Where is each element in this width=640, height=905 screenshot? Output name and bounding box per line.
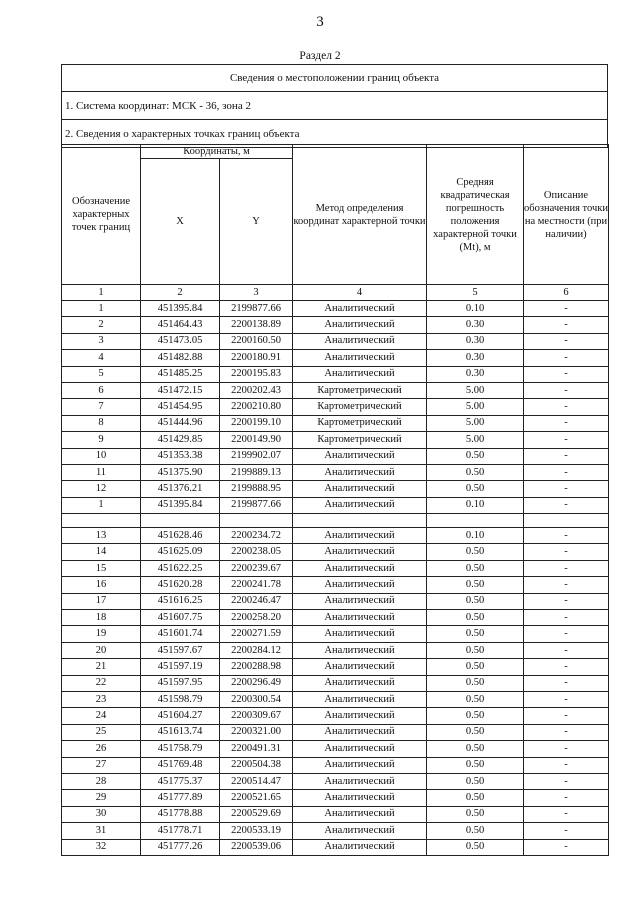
points-caption: 2. Сведения о характерных точках границ объекта (62, 120, 608, 148)
coord-x: 451485.25 (141, 366, 220, 382)
mean-error: 5.00 (427, 415, 524, 431)
method: Аналитический (293, 544, 427, 560)
point-id: 11 (62, 464, 141, 480)
coord-x: 451607.75 (141, 610, 220, 626)
point-id: 5 (62, 366, 141, 382)
table-row (62, 773, 609, 789)
table-row (62, 560, 609, 576)
method: Аналитический (293, 560, 427, 576)
method: Аналитический (293, 366, 427, 382)
coord-y: 2199889.13 (220, 464, 293, 480)
description: - (524, 560, 609, 576)
header-error: Средняя квадратическая погрешность положения характерной точки (Mt), м (427, 145, 524, 285)
coord-y: 2200521.65 (220, 790, 293, 806)
description: - (524, 301, 609, 317)
mean-error: 0.50 (427, 659, 524, 675)
table-row (62, 464, 609, 480)
method: Аналитический (293, 497, 427, 513)
description: - (524, 675, 609, 691)
description: - (524, 708, 609, 724)
description: - (524, 806, 609, 822)
column-number: 4 (293, 285, 427, 301)
table-row (62, 806, 609, 822)
coord-y: 2200210.80 (220, 399, 293, 415)
method: Аналитический (293, 626, 427, 642)
point-id: 31 (62, 823, 141, 839)
coord-x: 451597.67 (141, 642, 220, 658)
point-id: 6 (62, 382, 141, 398)
method: Аналитический (293, 528, 427, 544)
method: Аналитический (293, 708, 427, 724)
point-id: 9 (62, 432, 141, 448)
coord-y: 2200288.98 (220, 659, 293, 675)
coord-x: 451758.79 (141, 741, 220, 757)
table-row (62, 757, 609, 773)
mean-error: 0.50 (427, 741, 524, 757)
table-row (62, 366, 609, 382)
mean-error: 0.50 (427, 626, 524, 642)
mean-error: 0.50 (427, 464, 524, 480)
point-id: 14 (62, 544, 141, 560)
mean-error: 0.50 (427, 481, 524, 497)
header-coords: Координаты, м (141, 145, 293, 159)
method: Аналитический (293, 724, 427, 740)
coord-system-line: 1. Система координат: МСК - 36, зона 2 (62, 92, 608, 120)
coord-y: 2199888.95 (220, 481, 293, 497)
header-method: Метод определения координат характерной точки (293, 145, 427, 285)
table-row (62, 642, 609, 658)
point-id: 1 (62, 301, 141, 317)
table-row (62, 724, 609, 740)
coord-y: 2199877.66 (220, 301, 293, 317)
coord-y: 2200533.19 (220, 823, 293, 839)
coord-y: 2200258.20 (220, 610, 293, 626)
page-number: 3 (316, 14, 324, 30)
description: - (524, 790, 609, 806)
header-description: Описание обозначения точки на местности (при наличии) (524, 145, 609, 285)
coord-x: 451395.84 (141, 301, 220, 317)
description: - (524, 757, 609, 773)
method: Картометрический (293, 399, 427, 415)
description: - (524, 823, 609, 839)
description: - (524, 497, 609, 513)
mean-error: 0.10 (427, 497, 524, 513)
mean-error: 0.50 (427, 448, 524, 464)
coord-x: 451353.38 (141, 448, 220, 464)
mean-error: 0.50 (427, 577, 524, 593)
description: - (524, 333, 609, 349)
mean-error: 0.50 (427, 544, 524, 560)
description: - (524, 642, 609, 658)
coord-x: 451444.96 (141, 415, 220, 431)
method: Аналитический (293, 610, 427, 626)
coord-y: 2200180.91 (220, 350, 293, 366)
coord-y: 2199902.07 (220, 448, 293, 464)
mean-error: 0.50 (427, 839, 524, 855)
point-id: 7 (62, 399, 141, 415)
point-id: 27 (62, 757, 141, 773)
coord-x: 451395.84 (141, 497, 220, 513)
method: Аналитический (293, 577, 427, 593)
mean-error: 0.50 (427, 560, 524, 576)
description: - (524, 741, 609, 757)
coord-x: 451616.25 (141, 593, 220, 609)
description: - (524, 317, 609, 333)
table-row (62, 610, 609, 626)
table-row (62, 399, 609, 415)
coord-y: 2200238.05 (220, 544, 293, 560)
description: - (524, 432, 609, 448)
column-number: 3 (220, 285, 293, 301)
table-row (62, 675, 609, 691)
points-table (61, 144, 609, 856)
mean-error: 5.00 (427, 382, 524, 398)
description: - (524, 593, 609, 609)
coord-y: 2200284.12 (220, 642, 293, 658)
table-row-separator (62, 514, 609, 528)
mean-error: 5.00 (427, 399, 524, 415)
description: - (524, 610, 609, 626)
method: Аналитический (293, 806, 427, 822)
coord-x: 451472.15 (141, 382, 220, 398)
point-id: 3 (62, 333, 141, 349)
coord-y: 2200195.83 (220, 366, 293, 382)
coord-y (220, 514, 293, 528)
coord-y: 2200271.59 (220, 626, 293, 642)
point-id: 4 (62, 350, 141, 366)
description: - (524, 691, 609, 707)
object-title: Сведения о местоположении границ объекта (62, 65, 608, 92)
coord-y: 2199877.66 (220, 497, 293, 513)
point-id: 19 (62, 626, 141, 642)
description: - (524, 659, 609, 675)
coord-y: 2200246.47 (220, 593, 293, 609)
mean-error: 0.50 (427, 675, 524, 691)
table-row (62, 301, 609, 317)
mean-error: 0.50 (427, 823, 524, 839)
description: - (524, 528, 609, 544)
method: Аналитический (293, 350, 427, 366)
mean-error: 5.00 (427, 432, 524, 448)
mean-error: 0.50 (427, 642, 524, 658)
table-row (62, 708, 609, 724)
table-row (62, 497, 609, 513)
coord-y: 2200321.00 (220, 724, 293, 740)
coord-y: 2200239.67 (220, 560, 293, 576)
coord-x: 451464.43 (141, 317, 220, 333)
coord-x: 451625.09 (141, 544, 220, 560)
table-row (62, 544, 609, 560)
coord-y: 2200296.49 (220, 675, 293, 691)
method: Аналитический (293, 823, 427, 839)
method: Аналитический (293, 675, 427, 691)
point-id: 32 (62, 839, 141, 855)
coord-x: 451601.74 (141, 626, 220, 642)
table-row (62, 350, 609, 366)
method: Аналитический (293, 790, 427, 806)
method: Аналитический (293, 593, 427, 609)
column-number: 2 (141, 285, 220, 301)
coord-x: 451769.48 (141, 757, 220, 773)
method: Аналитический (293, 773, 427, 789)
coord-x: 451429.85 (141, 432, 220, 448)
description: - (524, 464, 609, 480)
coord-y: 2200504.38 (220, 757, 293, 773)
description: - (524, 626, 609, 642)
table-row (62, 481, 609, 497)
method: Картометрический (293, 415, 427, 431)
table-row (62, 741, 609, 757)
description: - (524, 415, 609, 431)
table-row (62, 626, 609, 642)
coord-x: 451778.71 (141, 823, 220, 839)
coord-x: 451777.26 (141, 839, 220, 855)
coord-x: 451597.19 (141, 659, 220, 675)
mean-error: 0.30 (427, 317, 524, 333)
section-title: Раздел 2 (299, 50, 341, 62)
coord-y: 2200309.67 (220, 708, 293, 724)
section-frame (61, 64, 608, 148)
point-id: 20 (62, 642, 141, 658)
mean-error: 0.50 (427, 724, 524, 740)
table-row (62, 823, 609, 839)
coord-y: 2200202.43 (220, 382, 293, 398)
point-id (62, 514, 141, 528)
point-id: 30 (62, 806, 141, 822)
point-id: 16 (62, 577, 141, 593)
method: Аналитический (293, 659, 427, 675)
coord-x: 451622.25 (141, 560, 220, 576)
point-id: 29 (62, 790, 141, 806)
column-number: 5 (427, 285, 524, 301)
point-id: 12 (62, 481, 141, 497)
column-number-row (62, 285, 609, 301)
coord-x: 451376.21 (141, 481, 220, 497)
header-point: Обозначение характерных точек границ (62, 145, 141, 285)
method (293, 514, 427, 528)
method: Аналитический (293, 642, 427, 658)
point-id: 8 (62, 415, 141, 431)
coord-x: 451454.95 (141, 399, 220, 415)
coord-y: 2200234.72 (220, 528, 293, 544)
coord-y: 2200199.10 (220, 415, 293, 431)
mean-error: 0.50 (427, 757, 524, 773)
description: - (524, 773, 609, 789)
table-row (62, 415, 609, 431)
method: Аналитический (293, 333, 427, 349)
table-row (62, 839, 609, 855)
coord-x (141, 514, 220, 528)
description: - (524, 382, 609, 398)
coord-x: 451777.89 (141, 790, 220, 806)
table-row (62, 593, 609, 609)
description: - (524, 350, 609, 366)
point-id: 28 (62, 773, 141, 789)
table-row (62, 659, 609, 675)
method: Аналитический (293, 839, 427, 855)
method: Аналитический (293, 691, 427, 707)
mean-error: 0.30 (427, 366, 524, 382)
coord-x: 451473.05 (141, 333, 220, 349)
point-id: 21 (62, 659, 141, 675)
coord-y: 2200491.31 (220, 741, 293, 757)
column-number: 1 (62, 285, 141, 301)
coord-x: 451598.79 (141, 691, 220, 707)
point-id: 13 (62, 528, 141, 544)
coord-x: 451778.88 (141, 806, 220, 822)
coord-x: 451604.27 (141, 708, 220, 724)
coord-x: 451375.90 (141, 464, 220, 480)
description: - (524, 481, 609, 497)
header-y: Y (220, 159, 293, 285)
mean-error: 0.50 (427, 708, 524, 724)
points-table-body (62, 301, 609, 856)
method: Аналитический (293, 464, 427, 480)
coord-y: 2200160.50 (220, 333, 293, 349)
mean-error: 0.10 (427, 528, 524, 544)
table-row (62, 448, 609, 464)
coord-y: 2200241.78 (220, 577, 293, 593)
point-id: 1 (62, 497, 141, 513)
description: - (524, 544, 609, 560)
table-row (62, 528, 609, 544)
point-id: 2 (62, 317, 141, 333)
method: Аналитический (293, 448, 427, 464)
point-id: 25 (62, 724, 141, 740)
description: - (524, 448, 609, 464)
method: Аналитический (293, 481, 427, 497)
mean-error: 0.10 (427, 301, 524, 317)
coord-x: 451597.95 (141, 675, 220, 691)
coord-x: 451482.88 (141, 350, 220, 366)
method: Аналитический (293, 317, 427, 333)
table-row (62, 333, 609, 349)
mean-error: 0.50 (427, 593, 524, 609)
table-row (62, 317, 609, 333)
point-id: 10 (62, 448, 141, 464)
point-id: 18 (62, 610, 141, 626)
coord-y: 2200514.47 (220, 773, 293, 789)
header-x: X (141, 159, 220, 285)
description: - (524, 366, 609, 382)
description: - (524, 399, 609, 415)
mean-error: 0.30 (427, 333, 524, 349)
point-id: 26 (62, 741, 141, 757)
table-row (62, 432, 609, 448)
coord-y: 2200149.90 (220, 432, 293, 448)
coord-y: 2200529.69 (220, 806, 293, 822)
point-id: 17 (62, 593, 141, 609)
coord-x: 451613.74 (141, 724, 220, 740)
mean-error: 0.50 (427, 773, 524, 789)
coord-y: 2200300.54 (220, 691, 293, 707)
point-id: 22 (62, 675, 141, 691)
method: Аналитический (293, 301, 427, 317)
table-row (62, 790, 609, 806)
table-row (62, 577, 609, 593)
description (524, 514, 609, 528)
coord-x: 451628.46 (141, 528, 220, 544)
mean-error: 0.50 (427, 806, 524, 822)
method: Картометрический (293, 432, 427, 448)
coord-x: 451775.37 (141, 773, 220, 789)
mean-error: 0.50 (427, 790, 524, 806)
mean-error: 0.50 (427, 610, 524, 626)
column-number: 6 (524, 285, 609, 301)
point-id: 24 (62, 708, 141, 724)
coord-x: 451620.28 (141, 577, 220, 593)
table-row (62, 382, 609, 398)
mean-error: 0.30 (427, 350, 524, 366)
table-row (62, 691, 609, 707)
coord-y: 2200539.06 (220, 839, 293, 855)
coord-y: 2200138.89 (220, 317, 293, 333)
description: - (524, 839, 609, 855)
method: Аналитический (293, 757, 427, 773)
mean-error: 0.50 (427, 691, 524, 707)
description: - (524, 577, 609, 593)
point-id: 23 (62, 691, 141, 707)
point-id: 15 (62, 560, 141, 576)
method: Картометрический (293, 382, 427, 398)
description: - (524, 724, 609, 740)
method: Аналитический (293, 741, 427, 757)
mean-error (427, 514, 524, 528)
